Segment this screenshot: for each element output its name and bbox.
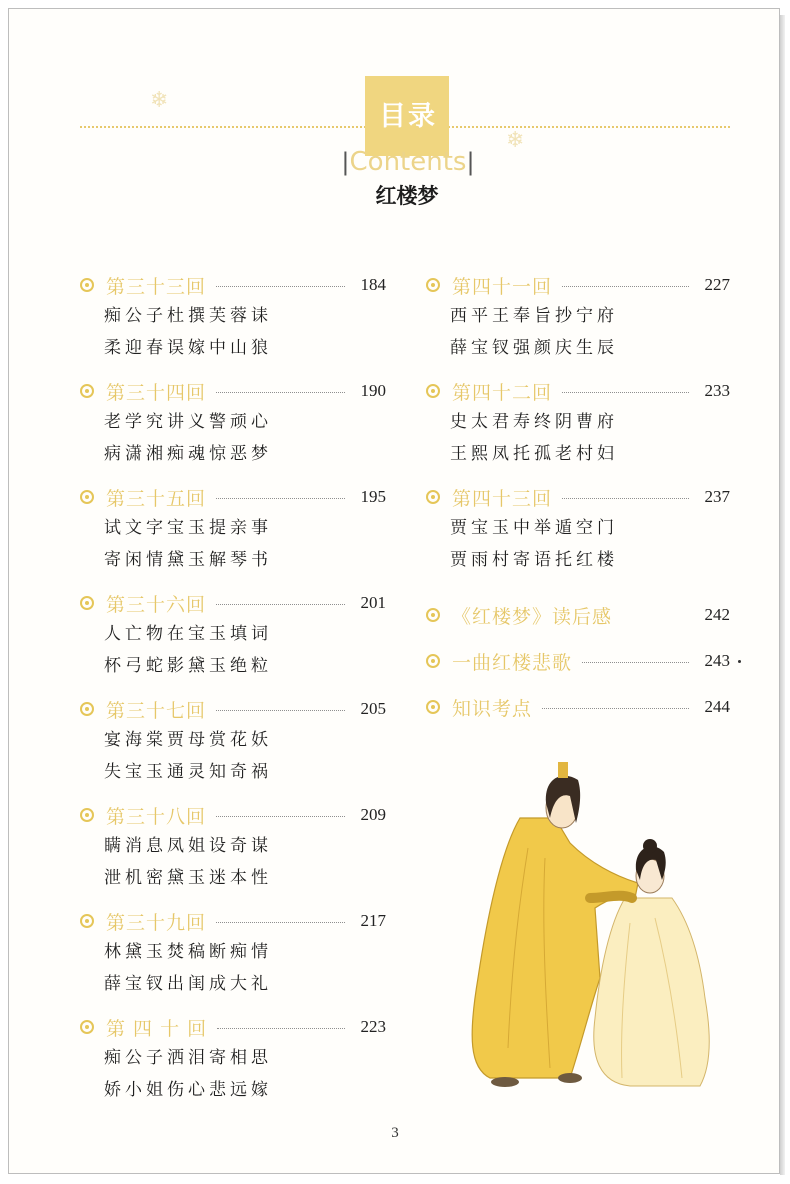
- dot-leader: [582, 662, 688, 663]
- bullet-icon: [426, 490, 440, 504]
- chapter-title: 第三十八回: [106, 805, 207, 828]
- bullet-icon: [80, 384, 94, 398]
- dot-leader: [216, 816, 344, 817]
- subtitle-line: 柔迎春误嫁中山狼: [104, 338, 272, 358]
- contents-label: Contents: [349, 147, 467, 177]
- bullet-icon: [426, 278, 440, 292]
- page-ref: 217: [360, 911, 386, 930]
- toc-entry[interactable]: [80, 906, 386, 1012]
- page-ref: 209: [360, 805, 386, 824]
- toc-entry[interactable]: [80, 270, 386, 376]
- toc-right-column: [426, 270, 730, 738]
- subtitle-line: 病潇湘痴魂惊恶梦: [104, 444, 272, 464]
- bullet-icon: [426, 700, 440, 714]
- dot-leader: [216, 498, 344, 499]
- extra-title: 一曲红楼悲歌: [452, 651, 573, 674]
- toc-left-column: [80, 270, 386, 1118]
- subtitle-line: 寄闲情黛玉解琴书: [104, 550, 272, 570]
- page-ref: 244: [704, 697, 730, 716]
- snowflake-ornament-icon: ❄: [506, 128, 525, 153]
- dot-leader: [542, 708, 688, 709]
- print-dot: [738, 660, 741, 663]
- dot-leader: [562, 286, 688, 287]
- subtitle-line: 西平王奉旨抄宁府: [450, 306, 618, 326]
- chapter-title: 第三十七回: [106, 699, 207, 722]
- bullet-icon: [80, 1020, 94, 1034]
- dot-leader: [216, 286, 344, 287]
- toc-entry[interactable]: [80, 694, 386, 800]
- subtitle-line: 薛宝钗强颜庆生辰: [450, 338, 618, 358]
- subtitle-line: 痴公子杜撰芙蓉诔: [104, 306, 272, 326]
- bullet-icon: [80, 914, 94, 928]
- page-ref: 195: [360, 487, 386, 506]
- extra-title: 《红楼梦》读后感: [452, 605, 613, 628]
- subtitle-line: 试文字宝玉提亲事: [104, 518, 272, 538]
- bullet-icon: [80, 808, 94, 822]
- subtitle-line: 人亡物在宝玉填词: [104, 624, 272, 644]
- page-number: 3: [391, 1125, 399, 1141]
- page-ref: 184: [360, 275, 386, 294]
- page-ref: 205: [360, 699, 386, 718]
- bullet-icon: [80, 490, 94, 504]
- page-ref: 233: [704, 381, 730, 400]
- subtitle-line: 林黛玉焚稿断痴情: [104, 942, 272, 962]
- toc-entry[interactable]: [426, 270, 730, 376]
- subtitle-line: 痴公子洒泪寄相思: [104, 1048, 272, 1068]
- chapter-title: 第四十三回: [452, 487, 553, 510]
- chapter-title: 第三十四回: [106, 381, 207, 404]
- contents-subtitle: |Contents|: [341, 147, 475, 177]
- toc-extra-entry[interactable]: [426, 600, 730, 646]
- subtitle-line: 瞒消息凤姐设奇谋: [104, 836, 272, 856]
- book-title: 红楼梦: [375, 184, 439, 208]
- dot-leader: [216, 392, 344, 393]
- chapter-title: 第 四 十 回: [106, 1017, 208, 1040]
- chapter-title: 第三十九回: [106, 911, 207, 934]
- chapter-title: 第四十二回: [452, 381, 553, 404]
- dot-leader: [562, 392, 688, 393]
- page-ref: 190: [360, 381, 386, 400]
- subtitle-line: 娇小姐伤心悲远嫁: [104, 1080, 272, 1100]
- dot-leader: [562, 498, 688, 499]
- subtitle-line: 王熙凤托孤老村妇: [450, 444, 618, 464]
- extra-title: 知识考点: [452, 697, 533, 720]
- chapter-title: 第三十六回: [106, 593, 207, 616]
- toc-entry[interactable]: [80, 800, 386, 906]
- subtitle-line: 宴海棠贾母赏花妖: [104, 730, 272, 750]
- subtitle-line: 老学究讲义警顽心: [104, 412, 272, 432]
- page-ref: 223: [360, 1017, 386, 1036]
- subtitle-line: 贾宝玉中举遁空门: [450, 518, 618, 538]
- subtitle-line: 史太君寿终阴曹府: [450, 412, 618, 432]
- subtitle-line: 泄机密黛玉迷本性: [104, 868, 272, 888]
- toc-entry[interactable]: [80, 1012, 386, 1118]
- page-title: 目录: [379, 101, 437, 132]
- subtitle-line: 贾雨村寄语托红楼: [450, 550, 618, 570]
- toc-extra-entry[interactable]: [426, 646, 730, 692]
- toc-entry[interactable]: [426, 376, 730, 482]
- page-ref: 237: [704, 487, 730, 506]
- subtitle-line: 失宝玉通灵知奇祸: [104, 762, 272, 782]
- bullet-icon: [426, 608, 440, 622]
- dot-leader: [216, 710, 344, 711]
- page-ref: 227: [704, 275, 730, 294]
- dot-leader: [216, 604, 344, 605]
- page-ref: 201: [360, 593, 386, 612]
- chapter-title: 第三十三回: [106, 275, 207, 298]
- toc-entry[interactable]: [80, 376, 386, 482]
- bullet-icon: [80, 702, 94, 716]
- toc-extra-entry[interactable]: [426, 692, 730, 738]
- toc-entry[interactable]: [426, 482, 730, 600]
- bullet-icon: [80, 596, 94, 610]
- chapter-title: 第四十一回: [452, 275, 553, 298]
- dot-leader: [217, 1028, 344, 1029]
- dot-leader: [216, 922, 344, 923]
- page-ref: 243: [704, 651, 730, 670]
- bullet-icon: [80, 278, 94, 292]
- toc-entry[interactable]: [80, 482, 386, 588]
- subtitle-line: 杯弓蛇影黛玉绝粒: [104, 656, 272, 676]
- bullet-icon: [426, 384, 440, 398]
- subtitle-line: 薛宝钗出闺成大礼: [104, 974, 272, 994]
- snowflake-ornament-icon: ❄: [150, 88, 169, 113]
- toc-entry[interactable]: [80, 588, 386, 694]
- page-ref: 242: [704, 605, 730, 624]
- illustration-figures: [450, 748, 740, 1093]
- bullet-icon: [426, 654, 440, 668]
- chapter-title: 第三十五回: [106, 487, 207, 510]
